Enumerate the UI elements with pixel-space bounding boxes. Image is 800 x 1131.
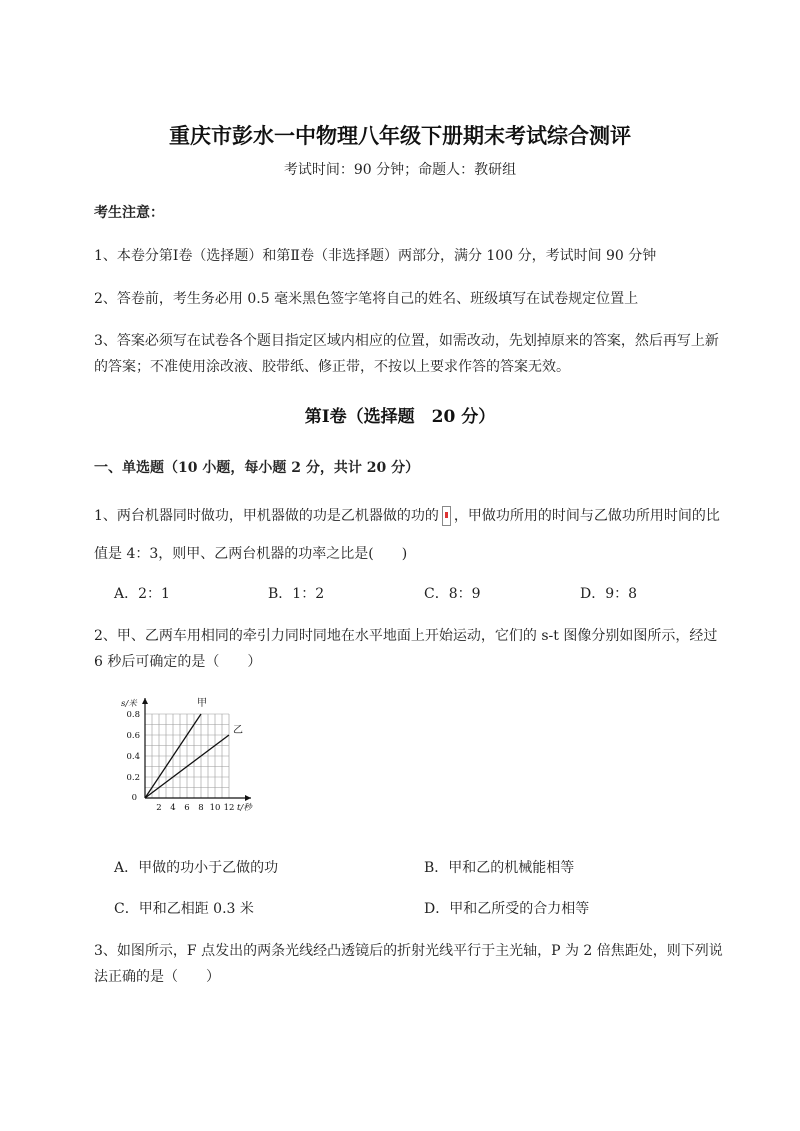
x-tick-label: 8 [198,803,204,813]
q2-line-2: 6 秒后可确定的是（ ） [94,654,262,670]
notice-item-2: 2、答卷前，考生务必用 0.5 毫米黑色签字笔将自己的姓名、班级填写在试卷规定位置上 [94,291,639,307]
section-title: 第Ⅰ卷（选择题 20 分） [304,407,496,427]
series-label: 乙 [233,725,243,736]
x-tick-label: 6 [184,803,190,813]
q2-option-d[interactable]: D．甲和乙所受的合力相等 [424,901,590,917]
x-tick-label: 4 [170,803,176,813]
y-tick-label: 0.6 [126,731,140,741]
notice-item-3-line-2: 的答案；不准使用涂改液、胶带纸、修正带，不按以上要求作答的答案无效。 [94,359,570,375]
page-title: 重庆市彭水一中物理八年级下册期末考试综合测评 [169,123,631,148]
notice-item-1: 1、本卷分第Ⅰ卷（选择题）和第Ⅱ卷（非选择题）两部分，满分 100 分，考试时间 90 分钟 [94,248,657,264]
q1-option-a[interactable]: A．2：1 [114,586,170,602]
chart-axes [142,698,251,801]
q2-option-b[interactable]: B．甲和乙的机械能相等 [424,860,575,876]
x-tick-label: 2 [156,803,162,813]
notice-item-3-line-1: 3、答案必须写在试卷各个题目指定区域内相应的位置，如需改动，先划掉原来的答案，然后再写上新 [94,333,719,349]
q3-line-2: 法正确的是（ ） [94,969,220,985]
st-chart [110,700,280,820]
notice-heading: 考生注意： [94,205,164,221]
y-tick-label: 0.2 [126,773,140,783]
q1-option-d[interactable]: D．9：8 [580,586,638,602]
q1-option-c[interactable]: C．8：9 [424,586,481,602]
x-tick-label: 12 [223,803,235,813]
chart-grid [145,714,229,798]
exam-info: 考试时间：90 分钟；命题人：教研组 [283,162,517,178]
q1-text-b: ，甲做功所用的时间与乙做功所用时间的比 [453,508,720,524]
q2-option-a[interactable]: A．甲做的功小于乙做的功 [114,860,279,876]
q1-option-b[interactable]: B．1：2 [268,586,325,602]
q3-line-1: 3、如图所示，F 点发出的两条光线经凸透镜后的折射光线平行于主光轴，P 为 2 倍焦距处，则下列说 [94,943,723,959]
x-axis-arrow-icon [245,795,251,801]
y-axis-label: s/米 [121,699,137,709]
y-axis-arrow-icon [142,698,148,704]
origin-label: 0 [131,793,137,803]
q2-line-1: 2、甲、乙两车用相同的牵引力同时同地在水平地面上开始运动，它们的 s-t 图像分别如图所示，经过 [94,628,718,644]
q1-line-1 [94,505,720,526]
series-label: 甲 [197,698,207,709]
y-tick-label: 0.4 [126,752,140,762]
x-axis-label: t/秒 [237,803,252,813]
q1-line-2: 值是 4：3，则甲、乙两台机器的功率之比是( ) [94,546,408,562]
q1-text-a: 1、两台机器同时做功，甲机器做的功是乙机器做的功的 [94,508,439,524]
q2-option-c[interactable]: C．甲和乙相距 0.3 米 [114,901,254,917]
fraction-image-icon [442,506,451,526]
x-tick-label: 10 [209,803,221,813]
y-tick-label: 0.8 [126,710,140,720]
mcq-heading: 一、单选题（10 小题，每小题 2 分，共计 20 分） [94,460,420,476]
